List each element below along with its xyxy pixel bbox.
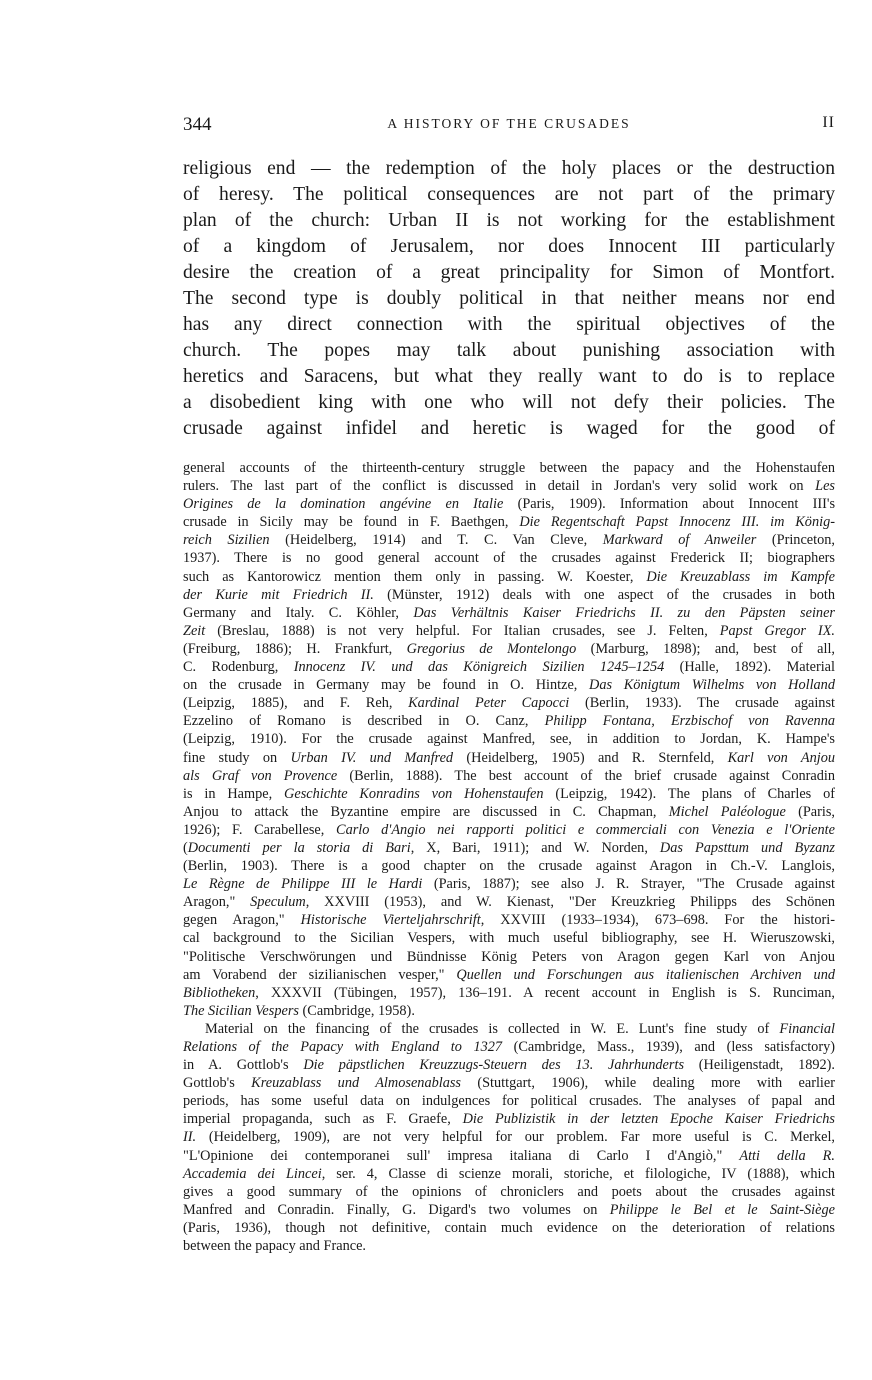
main-text xyxy=(183,156,835,442)
footnote-block xyxy=(183,459,835,1255)
footnote-line: rulers. The last part of the conflict is discussed in detail in Jordan's very solid work on Les xyxy=(183,478,835,495)
footnote-line: general accounts of the thirteenth-century struggle between the papacy and the Hohenstaufen xyxy=(183,460,835,476)
footnote-line: such as Kantorowicz mention them only in passing. W. Koester, Die Kreuzablass im Kampfe xyxy=(183,568,836,585)
footnote-line: Accademia dei Lincei, ser. 4, Classe di scienze morali, storiche, et filologiche, IV (1888), which xyxy=(183,1165,835,1182)
footnote-line: crusade in Sicily may be found in F. Baethgen, Die Regentschaft Papst Innocenz III. im König- xyxy=(183,514,835,531)
main-text-line: desire the creation of a great principality for Simon of Montfort. xyxy=(183,262,835,283)
footnote-line: (Documenti per la storia di Bari, X, Bari, 1911); and W. Norden, Das Papsttum und Byzanz xyxy=(183,839,835,856)
main-text-line: has any direct connection with the spiritual objectives of the xyxy=(183,314,835,335)
main-text-line: The second type is doubly political in that neither means nor end xyxy=(183,288,835,309)
footnote-line: Manfred and Conradin. Finally, G. Digard's two volumes on Philippe le Bel et le Saint-Siège xyxy=(183,1201,835,1218)
main-text-line: crusade against infidel and heretic is waged for the good of xyxy=(183,418,835,439)
footnote-line: (Berlin, 1903). There is a good chapter on the crusade against Aragon in Ch.-V. Langlois, xyxy=(183,858,835,875)
footnote-line: (Leipzig, 1910). For the crusade against Manfred, see, in addition to Jordan, K. Hampe's xyxy=(183,731,835,748)
footnote-line: C. Rodenburg, Innocenz IV. und das Königreich Sizilien 1245–1254 (Halle, 1892). Material xyxy=(183,659,835,676)
main-text-line: plan of the church: Urban II is not working for the establishment xyxy=(183,210,835,231)
footnote-line: The Sicilian Vespers (Cambridge, 1958). xyxy=(183,1002,415,1019)
footnote-line: der Kurie mit Friedrich II. (Münster, 1912) deals with one aspect of the crusades in both xyxy=(183,586,835,603)
main-text-line: church. The popes may talk about punishing association with xyxy=(183,340,835,361)
footnote-line: gives a good summary of the opinions of chroniclers and poets about the crusades against xyxy=(183,1183,835,1200)
footnote-line: Ezzelino of Romano is described in O. Canz, Philipp Fontana, Erzbischof von Ravenna xyxy=(183,713,835,730)
footnote-line: periods, has some useful data on indulgences for political crusades. The analyses of papal and xyxy=(183,1093,835,1110)
footnote-line: Gottlob's Kreuzablass und Almosenablass (Stuttgart, 1906), while dealing more with earlier xyxy=(183,1075,836,1092)
footnote-line: Bibliotheken, XXXVII (Tübingen, 1957), 136–191. A recent account in English is S. Runciman, xyxy=(183,984,835,1001)
footnote-line: imperial propaganda, such as F. Graefe, Die Publizistik in der letzten Epoche Kaiser Friedrichs xyxy=(183,1111,835,1128)
footnote-line: in A. Gottlob's Die päpstlichen Kreuzzugs-Steuern des 13. Jahrhunderts (Heiligenstadt, 1892). xyxy=(183,1057,836,1074)
footnote-line: (Leipzig, 1885), and F. Reh, Kardinal Peter Capocci (Berlin, 1933). The crusade against xyxy=(183,695,835,712)
footnote-line: between the papacy and France. xyxy=(183,1238,366,1255)
footnote-line: Zeit (Breslau, 1888) is not very helpful. For Italian crusades, see J. Felten, Papst Gregor IX. xyxy=(183,622,835,639)
footnote-line: "Politische Verschwörungen und Bündnisse König Peters von Aragon gegen Karl von Anjou xyxy=(183,948,835,965)
footnote-line: Relations of the Papacy with England to 1327 (Cambridge, Mass., 1939), and (less satisfactory) xyxy=(183,1039,835,1055)
footnote-line: Le Règne de Philippe III le Hardi (Paris, 1887); see also J. R. Strayer, "The Crusade against xyxy=(183,876,835,893)
footnote-line: fine study on Urban IV. und Manfred (Heidelberg, 1905) and R. Sternfeld, Karl von Anjou xyxy=(183,749,835,766)
main-text-line: heretics and Saracens, but what they really want to do is to replace xyxy=(183,366,835,387)
footnote-line: als Graf von Provence (Berlin, 1888). The best account of the brief crusade against Conradin xyxy=(183,767,835,784)
footnote-line: gegen Aragon," Historische Vierteljahrschrift, XXVIII (1933–1934), 673–698. For the histori- xyxy=(183,912,835,929)
footnote-line: "L'Opinione dei contemporanei sull' impresa italiana di Carlo I d'Angiò," Atti della R. xyxy=(183,1147,835,1164)
footnote-line: 1937). There is no good general account of the crusades against Frederick II; biographers xyxy=(183,550,835,567)
footnote-line: on the crusade in Germany may be found in O. Hintze, Das Königtum Wilhelms von Holland xyxy=(183,677,835,694)
footnote-line: Origines de la domination angévine en Italie (Paris, 1909). Information about Innocent III's xyxy=(183,496,836,513)
main-text-line: of heresy. The political consequences are not part of the primary xyxy=(183,184,835,205)
footnote-line: II. (Heidelberg, 1909), are not very helpful for our problem. Far more useful is C. Merkel, xyxy=(183,1129,835,1146)
footnote-line: (Freiburg, 1886); H. Frankfurt, Gregorius de Montelongo (Marburg, 1898); and, best of all, xyxy=(183,640,835,657)
footnote-line: Aragon," Speculum, XXVIII (1953), and W. Kienast, "Der Kreuzkrieg Philipps des Schönen xyxy=(183,894,835,911)
page-number: 344 xyxy=(183,114,212,135)
main-text-line: religious end — the redemption of the holy places or the destruction xyxy=(183,158,835,179)
main-text-line: of a kingdom of Jerusalem, nor does Innocent III particularly xyxy=(183,236,835,257)
footnote-line: am Vorabend der sizilianischen vesper," Quellen und Forschungen aus italienischen Archiven und xyxy=(183,966,835,983)
footnote-line: Germany and Italy. C. Köhler, Das Verhältnis Kaiser Friedrichs II. zu den Päpsten seiner xyxy=(183,604,835,621)
volume-number: II xyxy=(822,114,835,131)
main-text-line: a disobedient king with one who will not defy their policies. The xyxy=(183,392,835,413)
footnote-line: Anjou to attack the Byzantine empire are discussed in C. Chapman, Michel Paléologue (Paris, xyxy=(183,803,835,820)
footnote-line: 1926); F. Carabellese, Carlo d'Angio nei rapporti politici e commerciali con Venezia e l'Oriente xyxy=(183,821,835,838)
footnote-line: is in Hampe, Geschichte Konradins von Hohenstaufen (Leipzig, 1942). The plans of Charles of xyxy=(183,785,835,802)
footnote-line: cal background to the Sicilian Vespers, with much useful bibliography, see H. Wieruszowski, xyxy=(183,930,835,947)
footnote-line: Material on the financing of the crusades is collected in W. E. Lunt's fine study of Financial xyxy=(205,1020,835,1037)
footnote-line: reich Sizilien (Heidelberg, 1914) and T. C. Van Cleve, Markward of Anweiler (Princeton, xyxy=(183,532,835,549)
running-header xyxy=(183,114,835,140)
running-title: A HISTORY OF THE CRUSADES xyxy=(387,116,631,131)
footnote-line: (Paris, 1936), though not definitive, contain much evidence on the deterioration of relations xyxy=(183,1219,835,1236)
